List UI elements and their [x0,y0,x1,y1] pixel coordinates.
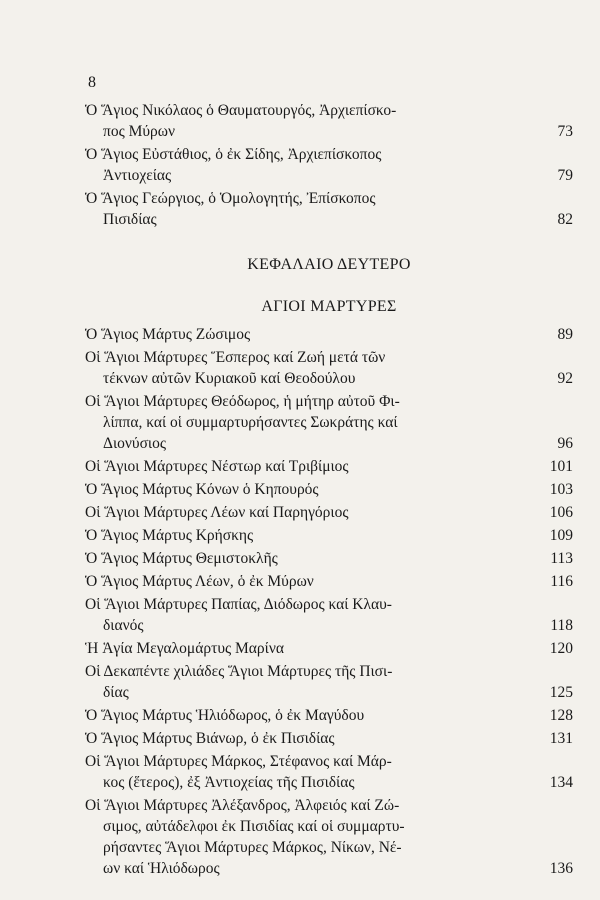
toc-entry-line: Ὁ Ἅγιος Μάρτυς Κόνων ὁ Κηπουρός [85,481,319,498]
toc-entry-title [85,751,533,793]
toc-entry-line: τέκνων αὐτῶν Κυριακοῦ καί Θεοδούλου [103,370,356,387]
toc-entry-page: 103 [549,481,573,498]
toc-entry-title [85,548,533,569]
toc-entry-page: 116 [550,573,573,590]
toc-section-martyrs [85,324,573,879]
toc-entry [85,548,573,569]
toc-entry [85,347,573,389]
toc-entry-page: 131 [549,730,573,747]
toc-entry-title [85,502,533,523]
toc-entry-line: ων καί Ἡλιόδωρος [103,860,220,877]
toc-entry-line: Ὁ Ἅγιος Μάρτυς Λέων, ὁ ἐκ Μύρων [85,573,314,590]
toc-entry-title [85,100,533,142]
toc-entry-page: 125 [549,684,573,701]
toc-entry [85,525,573,546]
toc-entry-title [85,638,533,659]
toc-entry-title [85,479,533,500]
toc-entry-title [85,728,533,749]
toc-entry-title [85,324,533,345]
table-of-contents [85,100,573,881]
toc-entry-line: Ὁ Ἅγιος Εὐστάθιος, ὁ ἐκ Σίδης, Ἀρχιεπίσκοπος [85,146,382,163]
toc-entry-title [85,571,533,592]
toc-entry-line: Ὁ Ἅγιος Γεώργιος, ὁ Ὁμολογητής, Ἐπίσκοπος [85,190,376,207]
page-number: 8 [88,74,96,91]
toc-entry-page: 109 [549,527,573,544]
toc-entry [85,638,573,659]
toc-entry [85,795,573,879]
toc-entry [85,594,573,636]
toc-entry [85,324,573,345]
toc-entry-title [85,144,533,186]
toc-entry-line: λίππα, καί οἱ συμμαρτυρήσαντες Σωκράτης καί [103,414,398,431]
toc-entry-page: 89 [557,326,573,343]
toc-entry-line: ρήσαντες Ἅγιοι Μάρτυρες Μάρκος, Νίκων, Νέ- [103,839,402,856]
chapter-heading: ΚΕΦΑΛΑΙΟ ΔΕΥΤΕΡΟ [247,256,411,273]
toc-entry-line: Ὁ Ἅγιος Μάρτυς Θεμιστοκλῆς [85,550,278,567]
toc-entry-page: 92 [557,370,573,387]
toc-entry-title [85,795,533,879]
toc-section-bishops [85,100,573,230]
toc-entry [85,571,573,592]
toc-entry-line: πος Μύρων [103,123,175,140]
toc-entry-page: 118 [550,617,573,634]
toc-entry-line: Ὁ Ἅγιος Μάρτυς Βιάνωρ, ὁ ἐκ Πισιδίας [85,730,335,747]
toc-entry-page: 82 [557,211,573,228]
toc-entry [85,661,573,703]
toc-entry [85,456,573,477]
toc-entry-page: 79 [557,167,573,184]
toc-entry-line: σιμος, αὐτάδελφοι ἐκ Πισιδίας καί οἱ συμμαρτυ- [103,818,405,835]
toc-entry-title [85,391,533,454]
toc-entry [85,479,573,500]
toc-entry-line: Οἱ Ἅγιοι Μάρτυρες Λέων καί Παρηγόριος [85,504,349,521]
toc-entry-page: 128 [549,707,573,724]
toc-entry-line: Οἱ Ἅγιοι Μάρτυρες Θεόδωρος, ἡ μήτηρ αὐτοῦ Φι- [85,393,400,410]
toc-entry-line: Ὁ Ἅγιος Νικόλαος ὁ Θαυματουργός, Ἀρχιεπίσκο- [85,102,397,119]
toc-entry-title [85,456,533,477]
toc-entry-line: Οἱ Ἅγιοι Μάρτυρες Νέστωρ καί Τριβίμιος [85,458,349,475]
toc-entry [85,100,573,142]
toc-entry-line: Ὁ Ἅγιος Μάρτυς Ζώσιμος [85,326,251,343]
toc-entry [85,144,573,186]
toc-entry-line: Ἀντιοχείας [103,167,172,184]
toc-entry-page: 113 [550,550,573,567]
toc-entry-line: δίας [103,684,129,701]
toc-entry-line: Οἱ Ἅγιοι Μάρτυρες Παπίας, Διόδωρος καί Κλαυ- [85,596,392,613]
toc-entry-line: Ὁ Ἅγιος Μάρτυς Κρήσκης [85,527,254,544]
toc-entry-line: διανός [103,617,144,634]
toc-entry-line: Ὁ Ἅγιος Μάρτυς Ἡλιόδωρος, ὁ ἐκ Μαγύδου [85,707,365,724]
toc-entry-line: Διονύσιος [103,435,166,452]
toc-entry-line: Οἱ Δεκαπέντε χιλιάδες Ἅγιοι Μάρτυρες τῆς Πισι- [85,663,393,680]
toc-entry [85,502,573,523]
toc-entry [85,751,573,793]
toc-entry-page: 136 [549,860,573,877]
toc-entry-line: Οἱ Ἅγιοι Μάρτυρες Ἀλέξανδρος, Ἀλφειός καί Ζώ- [85,797,400,814]
toc-entry-line: κος (ἕτερος), ἐξ Ἀντιοχείας τῆς Πισιδίας [103,774,355,791]
toc-entry [85,188,573,230]
toc-entry-title [85,188,533,230]
toc-entry-page: 73 [557,123,573,140]
toc-entry-line: Οἱ Ἅγιοι Μάρτυρες Μάρκος, Στέφανος καί Μάρ- [85,753,392,770]
toc-entry-title [85,594,533,636]
toc-entry-line: Ἡ Ἁγία Μεγαλομάρτυς Μαρίνα [85,640,284,657]
toc-entry [85,705,573,726]
toc-entry-page: 134 [549,774,573,791]
toc-entry-title [85,705,533,726]
toc-entry-line: Οἱ Ἅγιοι Μάρτυρες Ἕσπερος καί Ζωή μετά τῶν [85,349,386,366]
toc-entry [85,728,573,749]
toc-entry-title [85,347,533,389]
section-heading: ΑΓΙΟΙ ΜΑΡΤΥΡΕΣ [261,298,397,315]
toc-entry-page: 96 [557,435,573,452]
toc-entry-title [85,525,533,546]
toc-entry-line: Πισιδίας [103,211,157,228]
toc-entry [85,391,573,454]
toc-entry-page: 101 [549,458,573,475]
toc-entry-page: 120 [549,640,573,657]
toc-entry-page: 106 [549,504,573,521]
toc-entry-title [85,661,533,703]
